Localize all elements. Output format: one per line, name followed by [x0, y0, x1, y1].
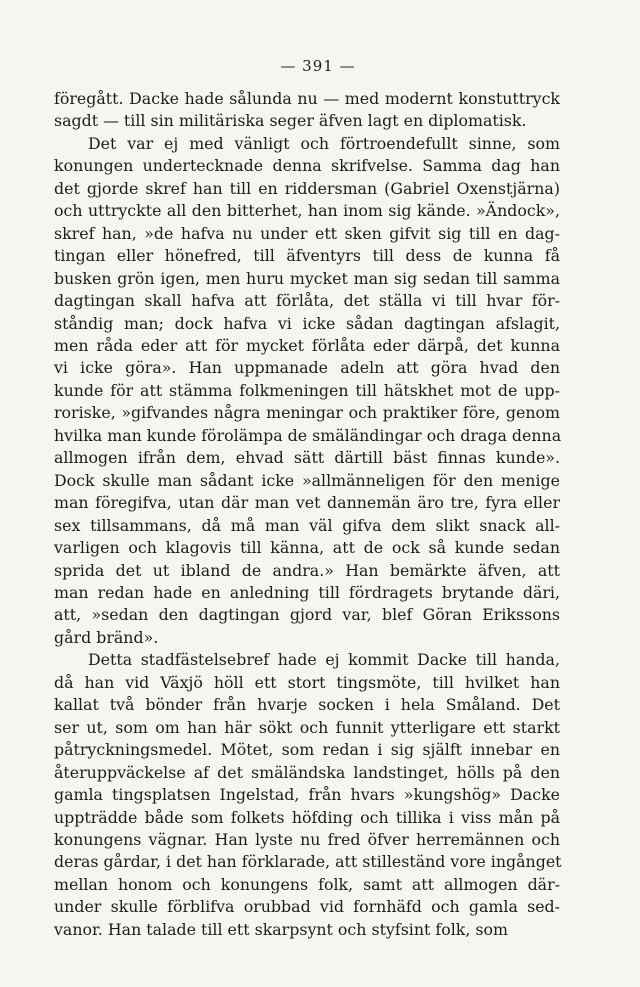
text-line: busken grön igen, men huru mycket man sig sedan till samma	[54, 268, 560, 288]
text-line: då han vid Växjö höll ett stort tingsmöte, till hvilket han	[54, 672, 560, 692]
text-line: Det var ej med vänligt och förtroendefullt sinne, som	[88, 133, 560, 153]
text-line: vanor. Han talade till ett skarpsynt och styfsint folk, som	[54, 919, 509, 939]
text-line: men råda eder att för mycket förlåta eder därpå, det kunna	[54, 335, 560, 355]
text-line: uppträdde både som folkets höfding och tillika i viss mån på	[54, 807, 560, 827]
paragraph	[54, 649, 560, 941]
text-line: det gjorde skref han till en riddersman (Gabriel Oxenstjärna)	[54, 178, 560, 198]
text-line: ser ut, som om han här sökt och funnit ytterligare ett starkt	[54, 717, 560, 737]
text-line: mellan honom och konungens folk, samt att allmogen där-	[54, 874, 560, 894]
text-line: ståndig man; dock hafva vi icke sådan dagtingan afslagit,	[54, 313, 560, 333]
text-line: att, »sedan den dagtingan gjord var, blef Göran Erikssons	[54, 605, 560, 625]
text-line: kunde för att stämma folkmeningen till hätskhet mot de upp-	[54, 380, 560, 400]
text-line: Dock skulle man sådant icke »allmänneligen för den menige	[54, 470, 560, 490]
text-line: konungen undertecknade denna skrifvelse. Samma dag han	[54, 156, 560, 176]
text-line: sprida det ut ibland de andra.» Han bemärkte äfven, att	[54, 560, 560, 580]
text-line: tingan eller hönefred, till äfventyrs till dess de kunna få	[54, 246, 560, 266]
text-line: kallat två bönder från hvarje socken i hela Småland. Det	[54, 695, 560, 715]
text-line: sagdt — till sin militäriska seger äfven lagt en diplomatisk.	[54, 111, 527, 131]
text-line: återuppväckelse af det smäländska landstinget, hölls på den	[54, 762, 560, 782]
text-line: roriske, »gifvandes några meningar och praktiker före, genom	[54, 403, 560, 423]
text-line: Detta stadfästelsebref hade ej kommit Dacke till handa,	[88, 650, 560, 670]
text-line: vi icke göra». Han uppmanade adeln att göra hvad den	[54, 358, 560, 378]
text-line: allmogen ifrån dem, ehvad sätt därtill bäst finnas kunde».	[54, 448, 560, 468]
text-line: konungens vägnar. Han lyste nu fred öfver herremännen och	[54, 829, 560, 849]
text-line: under skulle förblifva orubbad vid fornhäfd och gamla sed-	[54, 897, 560, 917]
text-line: gård bränd».	[54, 627, 159, 647]
text-line: dagtingan skall hafva att förlåta, det ställa vi till hvar för-	[54, 291, 560, 311]
text-line: man redan hade en anledning till fördragets brytande däri,	[54, 582, 560, 602]
text-line: varligen och klagovis till känna, att de ock så kunde sedan	[54, 538, 560, 558]
paragraph	[54, 88, 560, 133]
text-line: skref han, »de hafva nu under ett sken gifvit sig till en dag-	[54, 223, 560, 243]
text-line: påtryckningsmedel. Mötet, som redan i sig själft innebar en	[54, 740, 560, 760]
text-line: föregått. Dacke hade sålunda nu — med modernt konstuttryck	[54, 89, 560, 108]
text-line: sex tillsammans, då må man väl gifva dem slikt snack all-	[54, 515, 560, 535]
text-line: gamla tingsplatsen Ingelstad, från hvars »kungshög» Dacke	[54, 785, 560, 805]
page-number: — 391 —	[280, 57, 356, 75]
text-line: man föregifva, utan där man vet dannemän äro tre, fyra eller	[54, 493, 560, 513]
paragraph	[54, 133, 560, 649]
text-line: hvilka man kunde förolämpa de smäländingar och draga denna	[54, 425, 562, 445]
text-line: och uttryckte all den bitterhet, han inom sig kände. »Ändock»,	[54, 201, 560, 221]
text-line: deras gårdar, i det han förklarade, att stilleständ vore ingånget	[54, 852, 562, 872]
text-body	[54, 88, 560, 941]
